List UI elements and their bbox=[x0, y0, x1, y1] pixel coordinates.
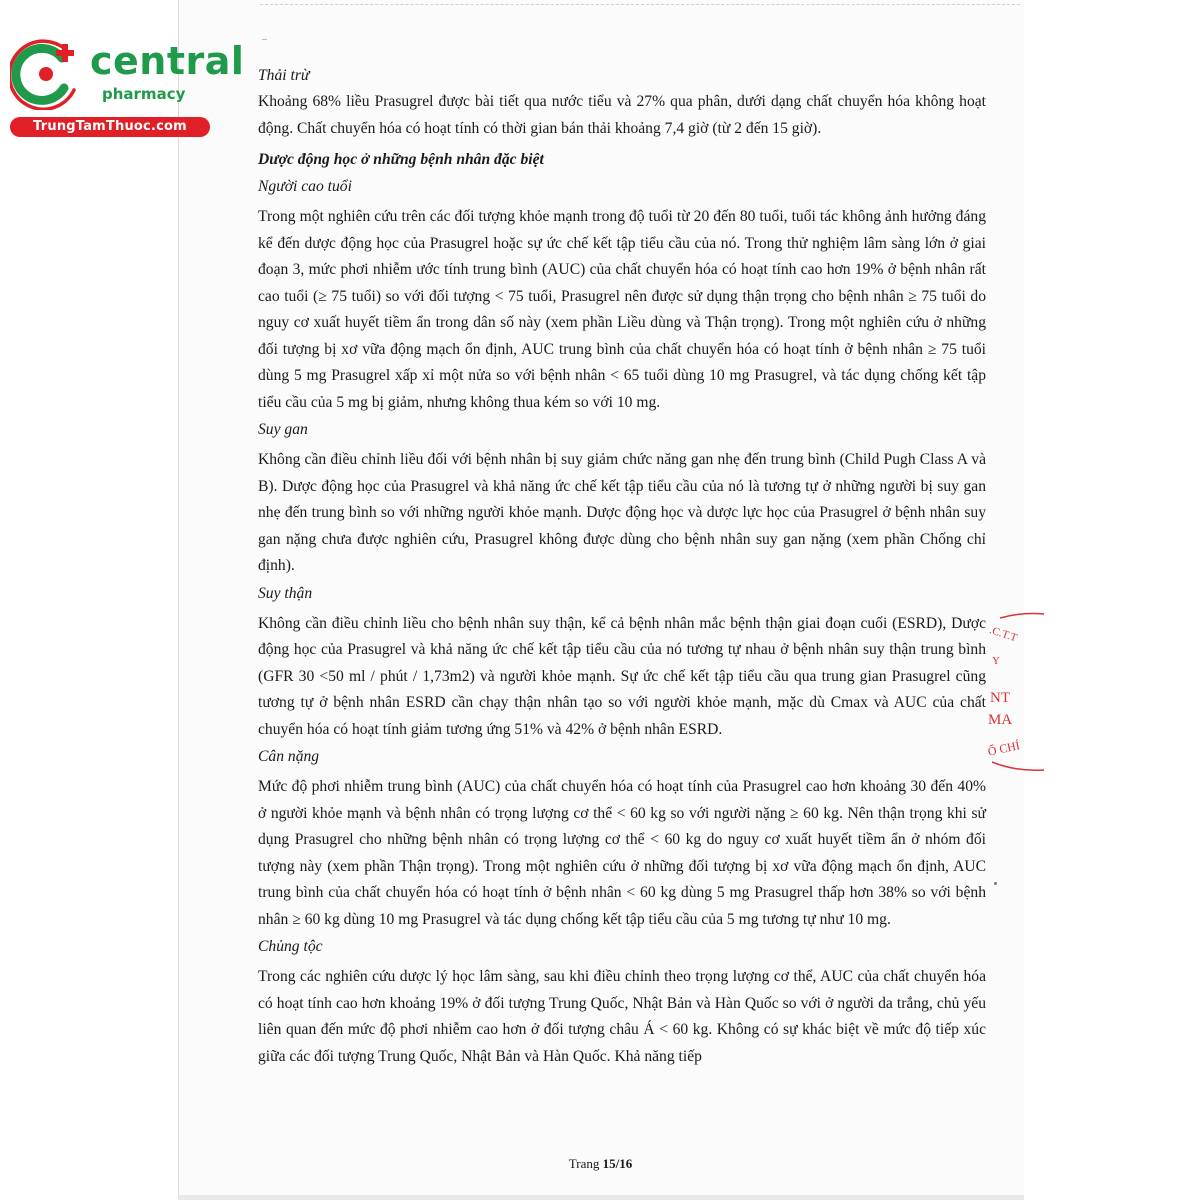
page-number: 15/16 bbox=[602, 1156, 633, 1171]
page-bottom-edge bbox=[178, 1195, 1024, 1200]
brand-logo[interactable] bbox=[10, 38, 245, 138]
brand-subtitle: pharmacy bbox=[102, 85, 186, 103]
paragraph-suy-than: Không cần điều chỉnh liều cho bệnh nhân suy thận, kể cả bệnh nhân mắc bệnh thận giai đoạn cuối (ESRD), Dược động học của Prasugrel và khả năng ức chế kết tập tiểu cầu của nó tương tự nhau ở bệnh nhân suy thận trung bình (GFR 30 <50 ml / phút / 1,73m2) và người khỏe mạnh. Sự ức chế kết tập tiểu cầu qua trung gian Prasugrel cũng tương tự ở bệnh nhân ESRD cần chạy thận nhân tạo so với người khỏe mạnh, mặc dù Cmax và AUC của chất chuyển hóa có hoạt tính giảm tương ứng 51% và 42% ở bệnh nhân ESRD. bbox=[258, 614, 986, 738]
paragraph-nguoi-cao-tuoi: Trong một nghiên cứu trên các đối tượng khỏe mạnh trong độ tuổi từ 20 đến 80 tuổi, tuổi tác không ảnh hưởng đáng kể đến dược động học của Prasugrel hoặc sự ức chế kết tập tiểu cầu của nó. Trong thử nghiệm lâm sàng lớn ở giai đoạn 3, mức phơi nhiễm ước tính trung bình (AUC) của chất chuyển hóa có hoạt tính cao hơn 19% ở bệnh nhân rất cao tuổi (≥ 75 tuổi) so với đối tượng < 75 tuổi, Prasugrel nên được sử dụng thận trọng cho bệnh nhân ≥ 75 tuổi do nguy cơ xuất huyết tiềm ẩn trong dân số này (xem phần Liều dùng và Thận trọng). Trong một nghiên cứu ở những đối tượng bị xơ vữa động mạch ổn định, AUC trung bình của chất chuyển hóa có hoạt tính ở bệnh nhân ≥ 75 tuổi dùng 5 mg Prasugrel xấp xỉ một nửa so với bệnh nhân < 65 tuổi dùng 10 mg Prasugrel, và tác dụng chống kết tập tiểu cầu của 5 mg bị giảm, nhưng không thua kém so với 10 mg. bbox=[258, 208, 986, 411]
stamp-text-nt: NT bbox=[990, 690, 1010, 706]
section-heading-suy-gan: Suy gan bbox=[258, 421, 308, 438]
brand-name: central bbox=[90, 39, 245, 83]
stamp-text-ma: MA bbox=[988, 712, 1013, 728]
stamp-text-bottom: Ố CHÍ bbox=[986, 738, 1022, 759]
official-stamp-fragment bbox=[986, 612, 1046, 772]
paragraph-chung-toc: Trong các nghiên cứu dược lý học lâm sàng, sau khi điều chỉnh theo trọng lượng cơ thể, AUC của chất chuyển hóa có hoạt tính cao hơn khoảng 19% ở đối tượng Trung Quốc, Nhật Bản và Hàn Quốc so với ở người da trắng, chủ yếu liên quan đến mức độ phơi nhiễm cao hơn ở đối tượng châu Á < 60 kg. Không có sự khác biệt về mức độ tiếp xúc giữa các đối tượng Trung Quốc, Nhật Bản và Hàn Quốc. Khả năng tiếp bbox=[258, 968, 986, 1065]
right-margin bbox=[1024, 0, 1200, 1200]
scan-speck bbox=[994, 882, 997, 885]
section-heading-suy-than: Suy thận bbox=[258, 584, 313, 602]
paragraph-can-nang: Mức độ phơi nhiễm trung bình (AUC) của chất chuyển hóa có hoạt tính của Prasugrel cao hơn khoảng 30 đến 40% ở người khỏe mạnh và bệnh nhân có trọng lượng cơ thể < 60 kg so với người nặng ≥ 60 kg. Nên thận trọng khi sử dụng Prasugrel cho những bệnh nhân có trọng lượng cơ thể < 60 kg do nguy cơ xuất huyết tiềm ẩn ở nhóm đối tượng này (xem phần Thận trọng). Trong một nghiên cứu ở những đối tượng bị xơ vữa động mạch ổn định, AUC trung bình của chất chuyển hóa có hoạt tính ở bệnh nhân < 60 kg dùng 5 mg Prasugrel thấp hơn 38% so với bệnh nhân ≥ 60 kg dùng 10 mg Prasugrel và tác dụng chống kết tập tiểu cầu của 5 mg tương tự như 10 mg. bbox=[258, 778, 986, 928]
paragraph-suy-gan: Không cần điều chỉnh liều đối với bệnh nhân bị suy giảm chức năng gan nhẹ đến trung bình (Child Pugh Class A và B). Dược động học của Prasugrel và khả năng ức chế kết tập tiểu cầu của nó là tương tự ở những người bị suy gan nhẹ đến trung bình so với những người khỏe mạnh. Dược động học và dược lực học của Prasugrel ở bệnh nhân suy gan nặng chưa được nghiên cứu, Prasugrel không được dùng cho bệnh nhân suy gan nặng (xem phần Chống chỉ định). bbox=[258, 451, 986, 574]
section-heading-nguoi-cao-tuoi: Người cao tuổi bbox=[258, 178, 352, 195]
page-footer bbox=[178, 1156, 1023, 1172]
page-label: Trang bbox=[568, 1156, 600, 1171]
section-heading-thai-tru: Thải trừ bbox=[258, 67, 310, 84]
central-pharmacy-logo-icon bbox=[10, 38, 82, 110]
document-body bbox=[258, 62, 986, 1070]
scan-mark: – bbox=[262, 34, 267, 45]
section-heading-chung-toc: Chủng tộc bbox=[258, 938, 323, 955]
scan-artifact-line bbox=[260, 4, 1020, 6]
stamp-text-y: Y bbox=[992, 655, 1000, 667]
section-heading-special-populations: Dược động học ở những bệnh nhân đặc biệt bbox=[258, 151, 544, 168]
stamp-text-top: .C.T.T bbox=[988, 624, 1019, 645]
paragraph-thai-tru: Khoảng 68% liều Prasugrel được bài tiết qua nước tiểu và 27% qua phân, dưới dạng chất chuyển hóa không hoạt động. Chất chuyển hóa có hoạt tính có thời gian bán thải khoảng 7,4 giờ (từ 2 đến 15 giờ). bbox=[258, 93, 986, 137]
section-heading-can-nang: Cân nặng bbox=[258, 748, 320, 765]
brand-url-badge[interactable]: TrungTamThuoc.com bbox=[10, 117, 210, 137]
